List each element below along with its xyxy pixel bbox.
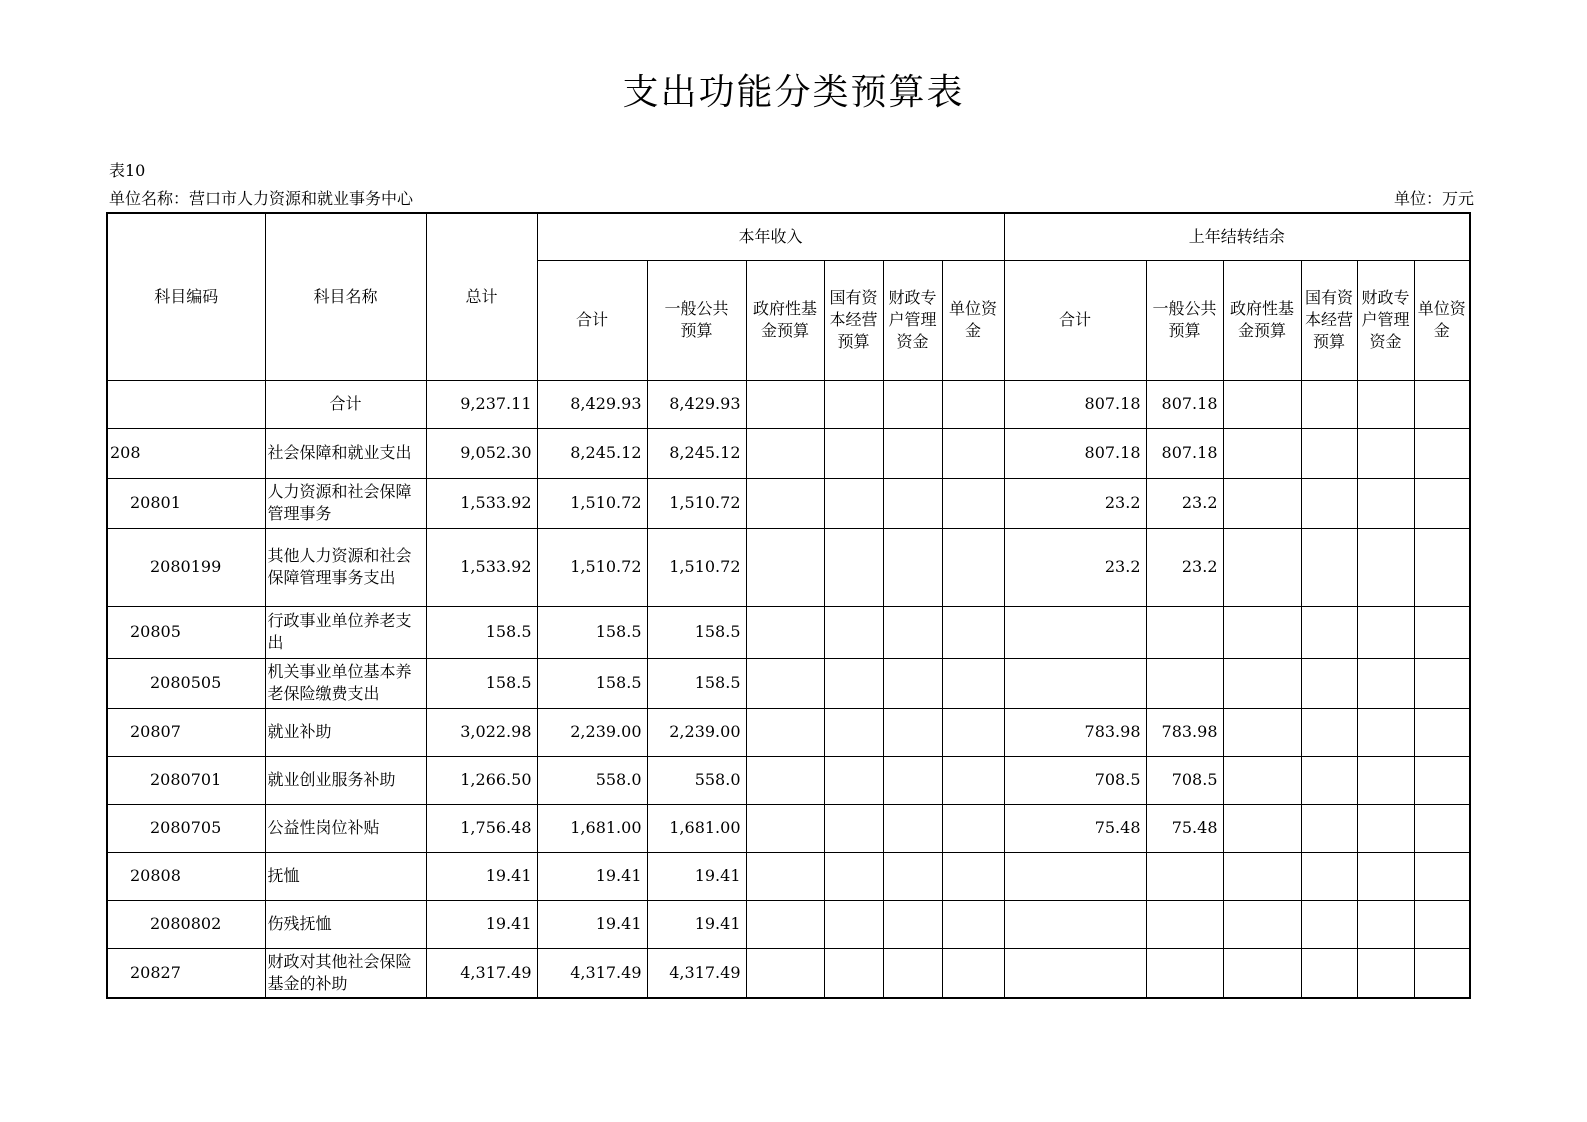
table-row (107, 804, 1470, 852)
cell-ly-state-capital (1301, 528, 1357, 606)
cell-cy-unit-fund (942, 428, 1004, 478)
unit-label: 单位：万元 (1393, 189, 1474, 208)
cell-cy-sum: 19.41 (537, 852, 647, 900)
cell-ly-general (1146, 606, 1223, 658)
cell-cy-gov-fund (746, 948, 824, 998)
cell-ly-fiscal-special (1357, 606, 1414, 658)
cell-cy-fiscal-special (883, 606, 942, 658)
cell-code: 2080505 (107, 658, 265, 708)
cell-cy-state-capital (824, 852, 883, 900)
cell-cy-gov-fund (746, 528, 824, 606)
cell-ly-gov-fund (1223, 756, 1301, 804)
cell-total: 158.5 (426, 658, 537, 708)
cell-cy-general: 558.0 (647, 756, 746, 804)
cell-ly-gov-fund (1223, 606, 1301, 658)
cell-ly-gov-fund (1223, 380, 1301, 428)
header-total: 总计 (426, 213, 537, 380)
cell-code: 20808 (107, 852, 265, 900)
cell-code: 20801 (107, 478, 265, 528)
cell-ly-fiscal-special (1357, 948, 1414, 998)
cell-ly-general: 783.98 (1146, 708, 1223, 756)
cell-ly-unit-fund (1414, 708, 1470, 756)
cell-ly-sum: 75.48 (1004, 804, 1146, 852)
cell-cy-gov-fund (746, 658, 824, 708)
page-title: 支出功能分类预算表 (622, 72, 965, 113)
cell-cy-unit-fund (942, 852, 1004, 900)
header-ly-gov-fund: 政府性基金预算 (1223, 260, 1301, 380)
cell-ly-gov-fund (1223, 804, 1301, 852)
cell-cy-gov-fund (746, 606, 824, 658)
cell-cy-sum: 1,510.72 (537, 478, 647, 528)
cell-cy-sum: 558.0 (537, 756, 647, 804)
cell-ly-fiscal-special (1357, 804, 1414, 852)
cell-cy-state-capital (824, 478, 883, 528)
cell-cy-sum: 8,429.93 (537, 380, 647, 428)
budget-table (106, 212, 1471, 999)
cell-cy-general: 158.5 (647, 606, 746, 658)
cell-code: 208 (107, 428, 265, 478)
cell-cy-sum: 158.5 (537, 606, 647, 658)
cell-ly-state-capital (1301, 756, 1357, 804)
cell-cy-sum: 4,317.49 (537, 948, 647, 998)
header-cy-state-capital: 国有资本经营预算 (824, 260, 883, 380)
cell-name: 财政对其他社会保险基金的补助 (265, 948, 426, 998)
cell-total: 1,266.50 (426, 756, 537, 804)
table-row (107, 658, 1470, 708)
header-cy-sum: 合计 (537, 260, 647, 380)
cell-ly-sum (1004, 948, 1146, 998)
cell-ly-fiscal-special (1357, 428, 1414, 478)
cell-cy-fiscal-special (883, 528, 942, 606)
cell-cy-unit-fund (942, 948, 1004, 998)
cell-cy-sum: 8,245.12 (537, 428, 647, 478)
cell-ly-general (1146, 900, 1223, 948)
cell-cy-unit-fund (942, 478, 1004, 528)
cell-code: 2080701 (107, 756, 265, 804)
cell-ly-unit-fund (1414, 804, 1470, 852)
cell-cy-state-capital (824, 380, 883, 428)
header-ly-unit-fund: 单位资金 (1414, 260, 1470, 380)
cell-total: 9,052.30 (426, 428, 537, 478)
cell-code: 2080199 (107, 528, 265, 606)
cell-ly-state-capital (1301, 380, 1357, 428)
header-cy-fiscal-special: 财政专户管理资金 (883, 260, 942, 380)
cell-cy-fiscal-special (883, 804, 942, 852)
cell-ly-state-capital (1301, 658, 1357, 708)
cell-ly-general: 23.2 (1146, 528, 1223, 606)
cell-total: 1,756.48 (426, 804, 537, 852)
cell-ly-general: 807.18 (1146, 380, 1223, 428)
cell-ly-general: 75.48 (1146, 804, 1223, 852)
cell-cy-sum: 1,510.72 (537, 528, 647, 606)
cell-name: 合计 (265, 380, 426, 428)
cell-cy-fiscal-special (883, 756, 942, 804)
cell-cy-fiscal-special (883, 478, 942, 528)
cell-name: 机关事业单位基本养老保险缴费支出 (265, 658, 426, 708)
cell-cy-general: 158.5 (647, 658, 746, 708)
cell-cy-general: 4,317.49 (647, 948, 746, 998)
cell-ly-sum (1004, 658, 1146, 708)
cell-cy-gov-fund (746, 380, 824, 428)
cell-ly-gov-fund (1223, 852, 1301, 900)
header-code: 科目编码 (107, 213, 265, 380)
cell-code: 20807 (107, 708, 265, 756)
cell-cy-general: 19.41 (647, 852, 746, 900)
cell-cy-fiscal-special (883, 658, 942, 708)
cell-ly-gov-fund (1223, 478, 1301, 528)
cell-ly-fiscal-special (1357, 756, 1414, 804)
cell-ly-fiscal-special (1357, 528, 1414, 606)
cell-ly-sum: 23.2 (1004, 528, 1146, 606)
header-ly-fiscal-special: 财政专户管理资金 (1357, 260, 1414, 380)
cell-ly-fiscal-special (1357, 852, 1414, 900)
cell-cy-state-capital (824, 428, 883, 478)
cell-ly-sum: 807.18 (1004, 380, 1146, 428)
header-ly-sum: 合计 (1004, 260, 1146, 380)
cell-ly-unit-fund (1414, 900, 1470, 948)
cell-cy-fiscal-special (883, 948, 942, 998)
cell-cy-gov-fund (746, 804, 824, 852)
cell-code: 2080705 (107, 804, 265, 852)
cell-cy-general: 1,681.00 (647, 804, 746, 852)
cell-cy-unit-fund (942, 804, 1004, 852)
cell-ly-state-capital (1301, 852, 1357, 900)
cell-ly-unit-fund (1414, 852, 1470, 900)
cell-cy-state-capital (824, 900, 883, 948)
cell-name: 就业补助 (265, 708, 426, 756)
cell-total: 19.41 (426, 900, 537, 948)
cell-cy-general: 2,239.00 (647, 708, 746, 756)
cell-ly-unit-fund (1414, 948, 1470, 998)
table-row (107, 478, 1470, 528)
cell-code: 20827 (107, 948, 265, 998)
cell-cy-sum: 158.5 (537, 658, 647, 708)
cell-cy-unit-fund (942, 528, 1004, 606)
header-current-year: 本年收入 (537, 213, 1004, 260)
cell-ly-state-capital (1301, 428, 1357, 478)
cell-ly-fiscal-special (1357, 478, 1414, 528)
cell-name: 公益性岗位补贴 (265, 804, 426, 852)
cell-ly-state-capital (1301, 478, 1357, 528)
cell-total: 9,237.11 (426, 380, 537, 428)
cell-cy-fiscal-special (883, 852, 942, 900)
cell-ly-gov-fund (1223, 708, 1301, 756)
table-row (107, 948, 1470, 998)
cell-name: 行政事业单位养老支出 (265, 606, 426, 658)
cell-cy-state-capital (824, 756, 883, 804)
cell-ly-fiscal-special (1357, 708, 1414, 756)
cell-cy-sum: 2,239.00 (537, 708, 647, 756)
cell-cy-general: 8,245.12 (647, 428, 746, 478)
cell-cy-fiscal-special (883, 708, 942, 756)
cell-cy-unit-fund (942, 606, 1004, 658)
table-row (107, 756, 1470, 804)
cell-cy-unit-fund (942, 756, 1004, 804)
header-ly-general: 一般公共预算 (1146, 260, 1223, 380)
cell-cy-state-capital (824, 528, 883, 606)
cell-ly-general: 23.2 (1146, 478, 1223, 528)
table-row (107, 900, 1470, 948)
cell-ly-state-capital (1301, 804, 1357, 852)
table-row (107, 606, 1470, 658)
cell-total: 158.5 (426, 606, 537, 658)
cell-ly-state-capital (1301, 606, 1357, 658)
table-row (107, 428, 1470, 478)
cell-ly-gov-fund (1223, 948, 1301, 998)
cell-ly-unit-fund (1414, 528, 1470, 606)
cell-code (107, 380, 265, 428)
table-row (107, 708, 1470, 756)
header-cy-unit-fund: 单位资金 (942, 260, 1004, 380)
table-row (107, 528, 1470, 606)
cell-cy-state-capital (824, 606, 883, 658)
table-number: 表10 (109, 161, 146, 180)
cell-cy-gov-fund (746, 852, 824, 900)
cell-ly-general (1146, 948, 1223, 998)
cell-total: 1,533.92 (426, 528, 537, 606)
cell-ly-state-capital (1301, 948, 1357, 998)
cell-name: 社会保障和就业支出 (265, 428, 426, 478)
cell-ly-sum (1004, 606, 1146, 658)
cell-ly-gov-fund (1223, 900, 1301, 948)
cell-ly-unit-fund (1414, 756, 1470, 804)
cell-ly-unit-fund (1414, 428, 1470, 478)
cell-cy-general: 1,510.72 (647, 528, 746, 606)
cell-cy-general: 19.41 (647, 900, 746, 948)
cell-cy-sum: 1,681.00 (537, 804, 647, 852)
cell-ly-unit-fund (1414, 478, 1470, 528)
cell-cy-state-capital (824, 948, 883, 998)
cell-ly-general: 708.5 (1146, 756, 1223, 804)
cell-ly-state-capital (1301, 900, 1357, 948)
unit-name: 单位名称：营口市人力资源和就业事务中心 (109, 189, 414, 208)
cell-total: 4,317.49 (426, 948, 537, 998)
cell-total: 19.41 (426, 852, 537, 900)
cell-ly-fiscal-special (1357, 380, 1414, 428)
cell-total: 3,022.98 (426, 708, 537, 756)
cell-ly-state-capital (1301, 708, 1357, 756)
cell-cy-fiscal-special (883, 380, 942, 428)
cell-name: 其他人力资源和社会保障管理事务支出 (265, 528, 426, 606)
cell-ly-sum: 783.98 (1004, 708, 1146, 756)
cell-code: 2080802 (107, 900, 265, 948)
cell-ly-fiscal-special (1357, 900, 1414, 948)
cell-cy-gov-fund (746, 478, 824, 528)
cell-cy-general: 8,429.93 (647, 380, 746, 428)
cell-cy-fiscal-special (883, 900, 942, 948)
cell-name: 抚恤 (265, 852, 426, 900)
cell-cy-gov-fund (746, 428, 824, 478)
table-row (107, 380, 1470, 428)
cell-code: 20805 (107, 606, 265, 658)
cell-ly-sum: 807.18 (1004, 428, 1146, 478)
cell-ly-sum: 708.5 (1004, 756, 1146, 804)
cell-cy-unit-fund (942, 708, 1004, 756)
cell-cy-unit-fund (942, 900, 1004, 948)
cell-total: 1,533.92 (426, 478, 537, 528)
header-last-year: 上年结转结余 (1004, 213, 1470, 260)
cell-name: 人力资源和社会保障管理事务 (265, 478, 426, 528)
cell-cy-state-capital (824, 804, 883, 852)
header-cy-gov-fund: 政府性基金预算 (746, 260, 824, 380)
header-ly-state-capital: 国有资本经营预算 (1301, 260, 1357, 380)
cell-ly-unit-fund (1414, 380, 1470, 428)
cell-ly-unit-fund (1414, 606, 1470, 658)
cell-ly-unit-fund (1414, 658, 1470, 708)
cell-cy-gov-fund (746, 708, 824, 756)
cell-ly-sum: 23.2 (1004, 478, 1146, 528)
cell-ly-gov-fund (1223, 658, 1301, 708)
cell-ly-fiscal-special (1357, 658, 1414, 708)
cell-cy-gov-fund (746, 756, 824, 804)
cell-ly-gov-fund (1223, 428, 1301, 478)
header-name: 科目名称 (265, 213, 426, 380)
cell-cy-sum: 19.41 (537, 900, 647, 948)
cell-cy-gov-fund (746, 900, 824, 948)
cell-cy-state-capital (824, 708, 883, 756)
cell-cy-unit-fund (942, 658, 1004, 708)
cell-ly-gov-fund (1223, 528, 1301, 606)
cell-ly-general: 807.18 (1146, 428, 1223, 478)
cell-ly-sum (1004, 900, 1146, 948)
cell-cy-state-capital (824, 658, 883, 708)
cell-ly-sum (1004, 852, 1146, 900)
cell-cy-general: 1,510.72 (647, 478, 746, 528)
cell-ly-general (1146, 658, 1223, 708)
cell-name: 伤残抚恤 (265, 900, 426, 948)
header-cy-general: 一般公共预算 (647, 260, 746, 380)
table-row (107, 852, 1470, 900)
cell-cy-fiscal-special (883, 428, 942, 478)
cell-cy-unit-fund (942, 380, 1004, 428)
cell-ly-general (1146, 852, 1223, 900)
cell-name: 就业创业服务补助 (265, 756, 426, 804)
